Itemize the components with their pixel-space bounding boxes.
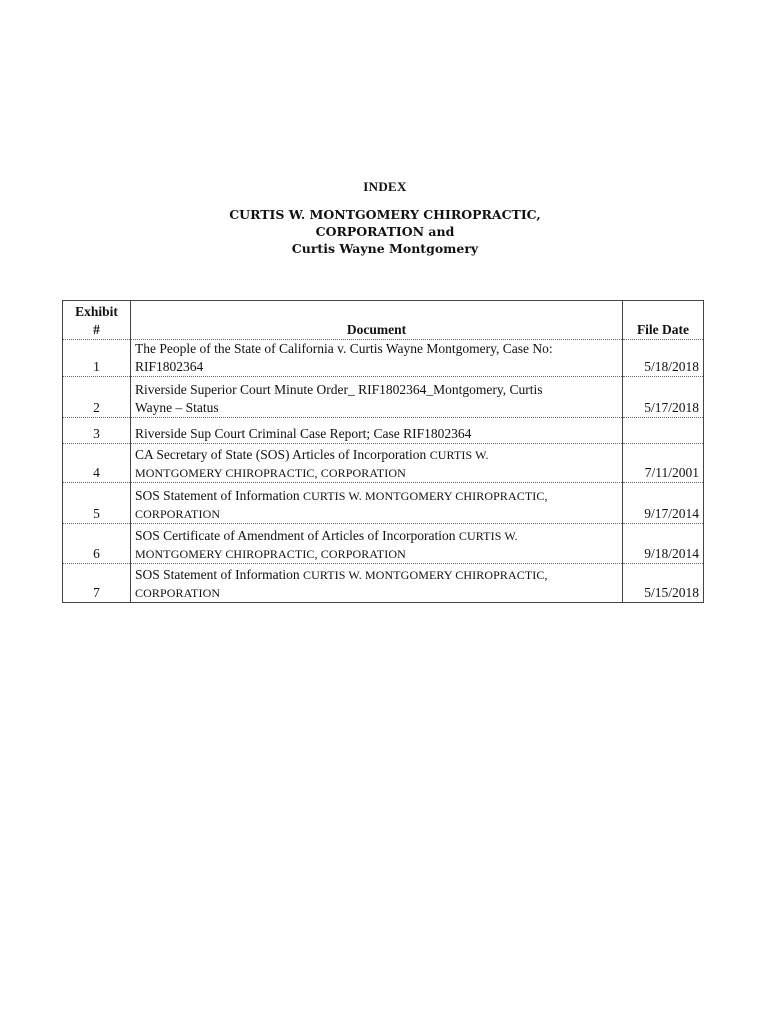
document-header: Document [131,301,623,340]
table-row [63,564,704,603]
file-date: 9/17/2014 [623,483,704,524]
exhibit-number: 7 [63,564,131,603]
file-date: 7/11/2001 [623,444,704,483]
table-row [63,483,704,524]
document-title: Riverside Sup Court Criminal Case Report; Case RIF1802364 [131,418,623,444]
file-date: 5/17/2018 [623,377,704,418]
exhibit-number: 2 [63,377,131,418]
table-row [63,340,704,377]
document-title: SOS Statement of Information CURTIS W. MONTGOMERY CHIROPRACTIC, CORPORATION [131,483,623,524]
file-date: 9/18/2014 [623,524,704,564]
file-date: 5/15/2018 [623,564,704,603]
exhibit-number: 5 [63,483,131,524]
document-title: The People of the State of California v. Curtis Wayne Montgomery, Case No: RIF1802364 [131,340,623,377]
table-row [63,444,704,483]
document-title: CA Secretary of State (SOS) Articles of Incorporation CURTIS W. MONTGOMERY CHIROPRACTIC, CORPORATION [131,444,623,483]
document-subtitle [0,206,770,257]
table-row [63,524,704,564]
table-row [63,418,704,444]
document-title: SOS Certificate of Amendment of Articles of Incorporation CURTIS W. MONTGOMERY CHIROPRACTIC, CORPORATION [131,524,623,564]
exhibit-number-header: Exhibit # [63,301,131,340]
table-header-row [63,301,704,340]
file-date-header: File Date [623,301,704,340]
exhibit-number: 1 [63,340,131,377]
file-date [623,418,704,444]
document-title: SOS Statement of Information CURTIS W. MONTGOMERY CHIROPRACTIC, CORPORATION [131,564,623,603]
exhibit-index-table [62,300,704,603]
table-row [63,377,704,418]
subtitle-line-1: CURTIS W. MONTGOMERY CHIROPRACTIC, [229,207,541,222]
exhibit-number: 6 [63,524,131,564]
file-date: 5/18/2018 [623,340,704,377]
exhibit-number: 4 [63,444,131,483]
document-title: Riverside Superior Court Minute Order_ RIF1802364_Montgomery, Curtis Wayne – Status [131,377,623,418]
exhibit-number: 3 [63,418,131,444]
index-title: INDEX [363,179,407,194]
subtitle-line-2: CORPORATION and [315,224,455,239]
subtitle-line-3: Curtis Wayne Montgomery [291,241,479,256]
